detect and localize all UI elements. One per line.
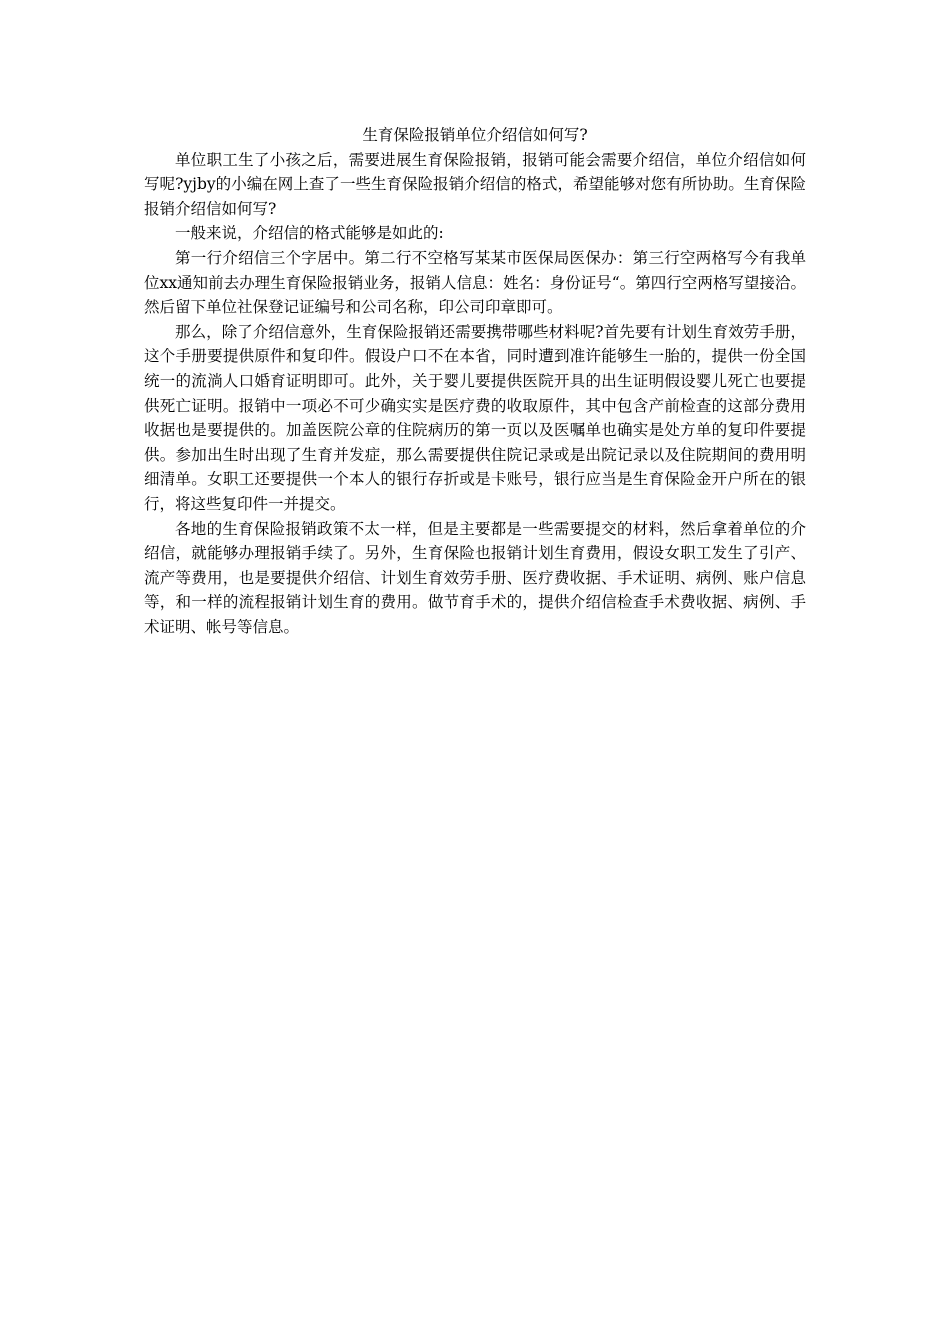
- document-title: 生育保险报销单位介绍信如何写?: [362, 126, 588, 144]
- paragraph-required-materials: 那么，除了介绍信意外，生育保险报销还需要携带哪些材料呢?首先要有计划生育效劳手册，这个手册要提供原件和复印件。假设户口不在本省，同时遭到准许能够生一胎的，提供一份全国统一的流淌人口婚育证明即可。此外，关于婴儿要提供医院开具的出生证明假设婴儿死亡也要提供死亡证明。报销中一项必不可少确实实是医疗费的收取原件，其中包含产前检查的这部分费用收据也是要提供的。加盖医院公章的住院病历的第一页以及医嘱单也确实是处方单的复印件要提供。参加出生时出现了生育并发症，那么需要提供住院记录或是出院记录以及住院期间的费用明细清单。女职工还要提供一个本人的银行存折或是卡账号，银行应当是生育保险金开户所在的银行，将这些复印件一并提交。: [144, 322, 806, 513]
- document-page: [144, 123, 806, 639]
- paragraph-intro: 单位职工生了小孩之后，需要进展生育保险报销，报销可能会需要介绍信，单位介绍信如何写呢?yjby的小编在网上查了一些生育保险报销介绍信的格式，希望能够对您有所协助。生育保险报销介绍信如何写?: [144, 150, 806, 218]
- paragraph-format-details: 第一行介绍信三个字居中。第二行不空格写某某市医保局医保办：第三行空两格写今有我单位xx通知前去办理生育保险报销业务，报销人信息：姓名：身份证号“。第四行空两格写望接洽。然后留下单位社保登记证编号和公司名称，印公司印章即可。: [144, 248, 806, 317]
- paragraph-regional-policy: 各地的生育保险报销政策不太一样，但是主要都是一些需要提交的材料，然后拿着单位的介绍信，就能够办理报销手续了。另外，生育保险也报销计划生育费用，假设女职工发生了引产、流产等费用，也是要提供介绍信、计划生育效劳手册、医疗费收据、手术证明、病例、账户信息等，和一样的流程报销计划生育的费用。做节育手术的，提供介绍信检查手术费收据、病例、手术证明、帐号等信息。: [144, 519, 806, 636]
- paragraph-format-intro: 一般来说，介绍信的格式能够是如此的:: [175, 224, 444, 243]
